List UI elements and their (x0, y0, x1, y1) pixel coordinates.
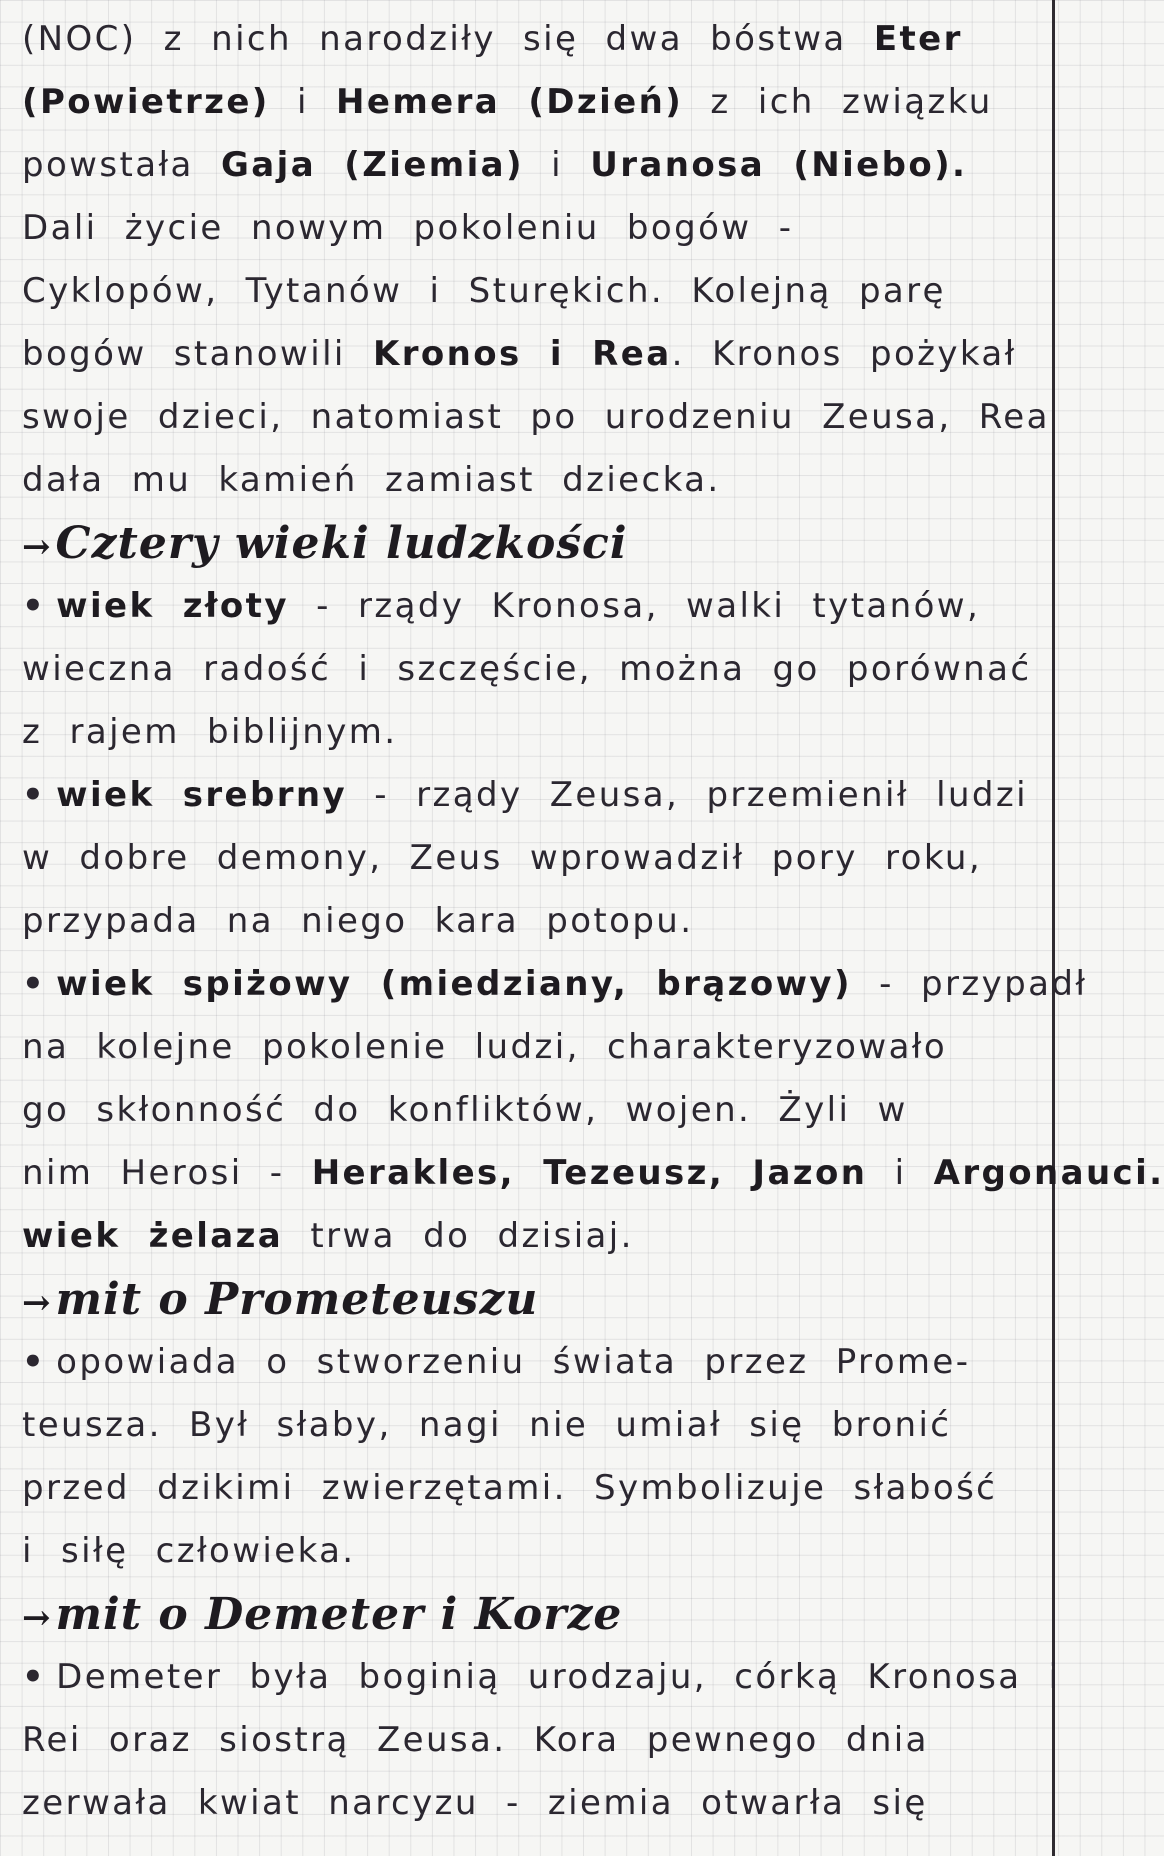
note-line (22, 1457, 1042, 1520)
emphasized-text: wiek srebrny (56, 775, 348, 815)
note-line (22, 764, 1042, 827)
note-line (22, 827, 1042, 890)
note-text: na kolejne pokolenie ludzi, charakteryzowało (22, 1027, 948, 1067)
note-text: i (867, 1153, 934, 1193)
section-heading (22, 1583, 1042, 1646)
note-text: w dobre demony, Zeus wprowadził pory roku, (22, 838, 983, 878)
note-text: wieczna radość i szczęście, można go porównać (22, 649, 1032, 689)
note-text: bogów stanowili (22, 334, 373, 374)
bullet-icon: • (22, 1657, 47, 1697)
note-text: nim Herosi - (22, 1153, 312, 1193)
note-line (22, 575, 1042, 638)
note-text: Cyklopów, Tytanów i Sturękich. Kolejną parę (22, 271, 946, 311)
note-line (22, 1205, 1042, 1268)
note-line (22, 1394, 1042, 1457)
section-heading (22, 512, 1042, 575)
note-line (22, 701, 1042, 764)
emphasized-text: Gaja (Ziemia) (220, 145, 524, 185)
note-line (22, 260, 1042, 323)
emphasized-text: (Powietrze) (22, 82, 270, 122)
note-text: - rządy Zeusa, przemienił ludzi (347, 775, 1028, 815)
note-text: zerwała kwiat narcyzu - ziemia otwarła się (22, 1783, 928, 1823)
note-section (22, 1583, 1061, 1835)
section-heading (22, 1268, 1042, 1331)
note-line (22, 1646, 1061, 1709)
note-line (22, 8, 1042, 71)
emphasized-text: Uranosa (Niebo). (590, 145, 968, 185)
note-text: dała mu kamień zamiast dziecka. (22, 460, 721, 500)
note-text: trwa do dzisiaj. (283, 1216, 634, 1256)
note-text: i (269, 82, 337, 122)
note-text: Demeter była boginią urodzaju, córką Kronosa i (56, 1657, 1061, 1697)
note-line (22, 1520, 1042, 1583)
note-line (22, 1331, 1042, 1394)
emphasized-text: wiek żelaza (22, 1216, 284, 1256)
note-text: - rządy Kronosa, walki tytanów, (288, 586, 981, 626)
bullet-icon: • (22, 775, 47, 815)
sections-container (22, 512, 1164, 1835)
note-line (22, 449, 1042, 512)
note-text: . Kronos pożykał (671, 334, 1017, 374)
note-text: teusza. Był słaby, nagi nie umiał się bronić (22, 1405, 952, 1445)
note-text: Dali życie nowym pokoleniu bogów - (22, 208, 794, 248)
emphasized-text: wiek spiżowy (miedziany, brązowy) (56, 964, 852, 1004)
note-line (22, 1016, 1042, 1079)
note-text: powstała (22, 145, 221, 185)
note-line (22, 953, 1088, 1016)
arrow-right-icon: → (22, 1598, 52, 1638)
section-heading-text: Cztery wieki ludzkości (55, 518, 628, 569)
note-line (22, 890, 1042, 953)
note-line (22, 1709, 1042, 1772)
emphasized-text: Herakles, Tezeusz, Jazon (311, 1153, 868, 1193)
emphasized-text: Hemera (Dzień) (336, 82, 684, 122)
bullet-icon: • (22, 586, 47, 626)
handwritten-notes-page (22, 8, 1164, 1835)
note-text: swoje dzieci, natomiast po urodzeniu Zeusa, Rea (22, 397, 1050, 437)
arrow-right-icon: → (22, 1283, 52, 1323)
note-section (22, 512, 1164, 1268)
note-text: i (523, 145, 591, 185)
note-line (22, 386, 1050, 449)
emphasized-text: wiek złoty (56, 586, 289, 626)
notebook-margin-line (1052, 0, 1055, 1856)
emphasized-text: Eter (873, 19, 963, 59)
note-line (22, 1142, 1164, 1205)
note-line (22, 638, 1042, 701)
bullet-icon: • (22, 964, 47, 1004)
arrow-right-icon: → (22, 527, 52, 567)
note-line (22, 197, 1042, 260)
note-section (22, 1268, 1042, 1583)
note-text: przed dzikimi zwierzętami. Symbolizuje słabość (22, 1468, 998, 1508)
note-line (22, 1079, 1042, 1142)
note-text: (NOC) z nich narodziły się dwa bóstwa (22, 19, 874, 59)
emphasized-text: Kronos i Rea (372, 334, 672, 374)
note-text: z rajem biblijnym. (22, 712, 398, 752)
note-line (22, 323, 1042, 386)
note-text: przypada na niego kara potopu. (22, 901, 694, 941)
note-text: opowiada o stworzeniu świata przez Prome- (56, 1342, 971, 1382)
note-line (22, 134, 1042, 197)
note-text: z ich związku (683, 82, 993, 122)
note-line (22, 71, 1042, 134)
note-text: Rei oraz siostrą Zeusa. Kora pewnego dnia (22, 1720, 929, 1760)
bullet-icon: • (22, 1342, 47, 1382)
note-line (22, 1772, 1042, 1835)
section-heading-text: mit o Prometeuszu (55, 1274, 539, 1325)
note-text: i siłę człowieka. (22, 1531, 356, 1571)
emphasized-text: Argonauci. (933, 1153, 1164, 1193)
note-text: - przypadł (851, 964, 1088, 1004)
intro-paragraph (22, 8, 1050, 512)
section-heading-text: mit o Demeter i Korze (55, 1589, 623, 1640)
note-text: go skłonność do konfliktów, wojen. Żyli w (22, 1090, 908, 1130)
